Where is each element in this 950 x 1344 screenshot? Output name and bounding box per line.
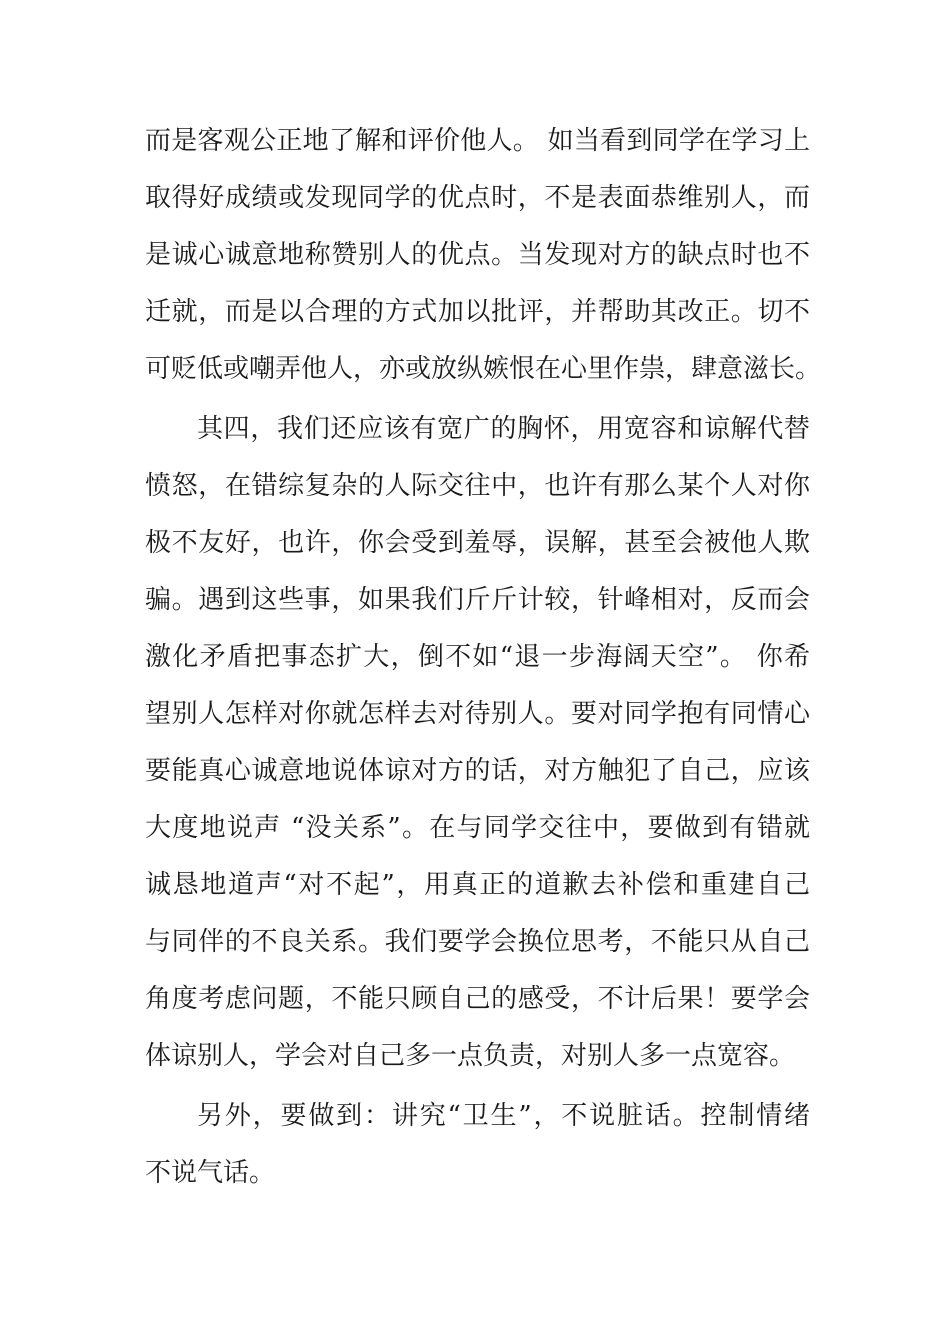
text-line-11: 望别人怎样对你就怎样去对待别人。要对同学抱有同情心 [145, 699, 810, 729]
text-line-2: 取得好成绩或发现同学的优点时，不是表面恭维别人，而 [145, 183, 810, 213]
text-line-8: 极不友好，也许，你会受到羞辱，误解，甚至会被他人欺 [145, 528, 810, 558]
text-line-18: 另外，要做到：讲究“卫生”，不说脏话。控制情绪 [197, 1101, 810, 1131]
text-line-4: 迁就，而是以合理的方式加以批评，并帮助其改正。切不 [145, 297, 810, 327]
text-line-6: 其四，我们还应该有宽广的胸怀，用宽容和谅解代替 [197, 414, 810, 444]
text-line-14: 诚恳地道声“对不起”，用真正的道歉去补偿和重建自己 [145, 870, 810, 900]
text-line-3: 是诚心诚意地称赞别人的优点。当发现对方的缺点时也不 [145, 240, 810, 270]
text-line-13: 大度地说声 “没关系”。在与同学交往中，要做到有错就 [145, 813, 810, 843]
text-line-19: 不说气话。 [145, 1158, 276, 1188]
text-line-12: 要能真心诚意地说体谅对方的话，对方触犯了自己，应该 [145, 756, 810, 786]
text-line-9: 骗。遇到这些事，如果我们斤斤计较，针峰相对，反而会 [145, 585, 810, 615]
text-line-16: 角度考虑问题，不能只顾自己的感受，不计后果！要学会 [145, 984, 810, 1014]
text-line-17: 体谅别人，学会对自己多一点负责，对别人多一点宽容。 [145, 1041, 796, 1071]
text-line-5: 可贬低或嘲弄他人，亦或放纵嫉恨在心里作祟，肆意滋长。 [145, 354, 822, 384]
text-line-10: 激化矛盾把事态扩大，倒不如“退一步海阔天空”。 你希 [145, 642, 810, 672]
text-line-15: 与同伴的不良关系。我们要学会换位思考，不能只从自己 [145, 927, 810, 957]
text-line-1: 而是客观公正地了解和评价他人。 如当看到同学在学习上 [145, 126, 810, 156]
text-line-7: 愤怒，在错综复杂的人际交往中，也许有那么某个人对你 [145, 471, 810, 501]
